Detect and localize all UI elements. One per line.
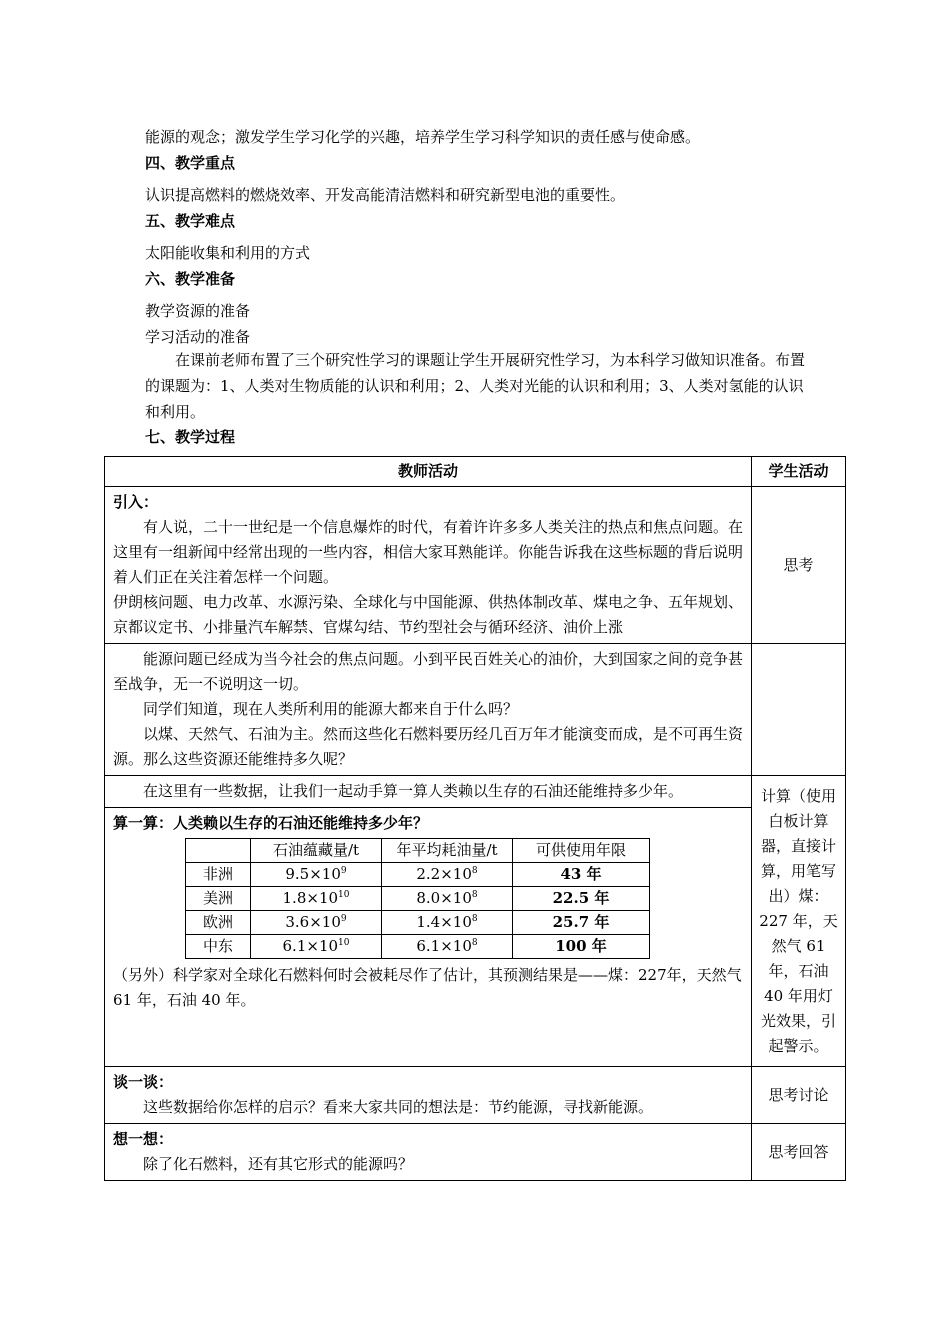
years-value: 100 年: [513, 935, 650, 959]
calculation-title: 算一算：人类赖以生存的石油还能维持多少年？: [113, 814, 429, 832]
reserve-value: $9.5\times 10^9$: [251, 863, 382, 887]
consumption-value: $6.1\times 10^8$: [382, 935, 513, 959]
teaching-process-table: [104, 456, 846, 1181]
section-6-paragraph: 在课前老师布置了三个研究性学习的课题让学生开展研究性学习，为本科学习做知识准备。布置的课题为：1、人类对生物质能的认识和利用；2、人类对光能的认识和利用；3、人类对氢能的认识和利用。: [145, 351, 806, 421]
data-intro-paragraph: 在这里有一些数据，让我们一起动手算一算人类赖以生存的石油还能维持多少年。: [143, 782, 684, 800]
oil-header-consumption: 年平均耗油量/t: [382, 839, 513, 863]
region-name: 美洲: [186, 887, 251, 911]
header-teacher-activity: 教师活动: [105, 457, 752, 487]
section-5-title: 五、教学难点: [145, 212, 236, 230]
section-6-line2: 学习活动的准备: [145, 328, 251, 346]
fossil-fuel-estimate-note: （另外）科学家对全球化石燃料何时会被耗尽作了估计，其预测结果是——煤：227年，天然气 61 年，石油 40 年。: [113, 966, 742, 1009]
student-activity-discuss: 思考讨论: [752, 1067, 846, 1124]
years-value: 25.7 年: [513, 911, 650, 935]
discuss-cell: [105, 1067, 752, 1124]
think-label: 想一想：: [113, 1130, 174, 1148]
reserve-value: $1.8\times 10^{10}$: [251, 887, 382, 911]
table-row: [105, 1067, 846, 1124]
energy-paragraph-3: 以煤、天然气、石油为主。然而这些化石燃料要历经几百万年才能演变而成，是不可再生资源。那么这些资源还能维持多久呢？: [113, 725, 744, 768]
oil-header-reserve: 石油蕴藏量/t: [251, 839, 382, 863]
reserve-value: $3.6\times 10^9$: [251, 911, 382, 935]
oil-header-years: 可供使用年限: [513, 839, 650, 863]
table-row: [105, 487, 846, 644]
years-value: 22.5 年: [513, 887, 650, 911]
discuss-label: 谈一谈：: [113, 1073, 174, 1091]
intro-paragraph: 有人说，二十一世纪是一个信息爆炸的时代，有着许许多多人类关注的热点和焦点问题。在这里有一组新闻中经常出现的一些内容，相信大家耳熟能详。你能告诉我在这些标题的背后说明着人们正在关注着怎样一个问题。: [113, 518, 744, 586]
header-student-activity: 学生活动: [752, 457, 846, 487]
think-paragraph: 除了化石燃料，还有其它形式的能源吗？: [143, 1155, 414, 1173]
oil-table-row: [186, 911, 650, 935]
calculation-cell: [105, 776, 752, 1067]
oil-table-row: [186, 863, 650, 887]
region-name: 欧洲: [186, 911, 251, 935]
consumption-value: $1.4\times 10^8$: [382, 911, 513, 935]
reserve-value: $6.1\times 10^{10}$: [251, 935, 382, 959]
consumption-value: $2.2\times 10^8$: [382, 863, 513, 887]
table-row: [105, 644, 846, 776]
student-activity-answer: 思考回答: [752, 1124, 846, 1181]
oil-reserve-table: [185, 838, 650, 959]
think-cell: [105, 1124, 752, 1181]
energy-paragraph-1: 能源问题已经成为当今社会的焦点问题。小到平民百姓关心的油价，大到国家之间的竞争甚至战争，无一不说明这一切。: [113, 650, 744, 693]
section-4-title: 四、教学重点: [145, 154, 236, 172]
section-6-title: 六、教学准备: [145, 270, 236, 288]
consumption-value: $8.0\times 10^8$: [382, 887, 513, 911]
section-6-line1: 教学资源的准备: [145, 302, 251, 320]
intro-cell: [105, 487, 752, 644]
oil-table-header: [186, 839, 650, 863]
oil-header-blank: [186, 839, 251, 863]
table-header-row: [105, 457, 846, 487]
energy-problem-cell: [105, 644, 752, 776]
years-value: 43 年: [513, 863, 650, 887]
energy-paragraph-2: 同学们知道，现在人类所利用的能源大都来自于什么吗？: [143, 700, 519, 718]
oil-table-row: [186, 935, 650, 959]
section-4-text: 认识提高燃料的燃烧效率、开发高能清洁燃料和研究新型电池的重要性。: [145, 186, 626, 204]
oil-table-row: [186, 887, 650, 911]
region-name: 非洲: [186, 863, 251, 887]
table-row: [105, 776, 846, 1067]
region-name: 中东: [186, 935, 251, 959]
empty-student-cell: [752, 644, 846, 776]
intro-line: 能源的观念；激发学生学习化学的兴趣，培养学生学习科学知识的责任感与使命感。: [145, 128, 701, 146]
section-5-text: 太阳能收集和利用的方式: [145, 244, 311, 262]
student-activity-calculate: 计算（使用白板计算器，直接计算，用笔写出）煤：227 年，天然气 61 年，石油 40 年用灯光效果，引起警示。: [752, 776, 846, 1067]
discuss-paragraph: 这些数据给你怎样的启示？看来大家共同的想法是：节约能源，寻找新能源。: [143, 1098, 654, 1116]
section-7-title: 七、教学过程: [145, 428, 236, 446]
student-activity-think: 思考: [752, 487, 846, 644]
news-topic-list: 伊朗核问题、电力改革、水源污染、全球化与中国能源、供热体制改革、煤电之争、五年规划、京都议定书、小排量汽车解禁、官煤勾结、节约型社会与循环经济、油价上涨: [113, 593, 744, 636]
intro-label: 引入：: [113, 493, 159, 511]
table-row: [105, 1124, 846, 1181]
